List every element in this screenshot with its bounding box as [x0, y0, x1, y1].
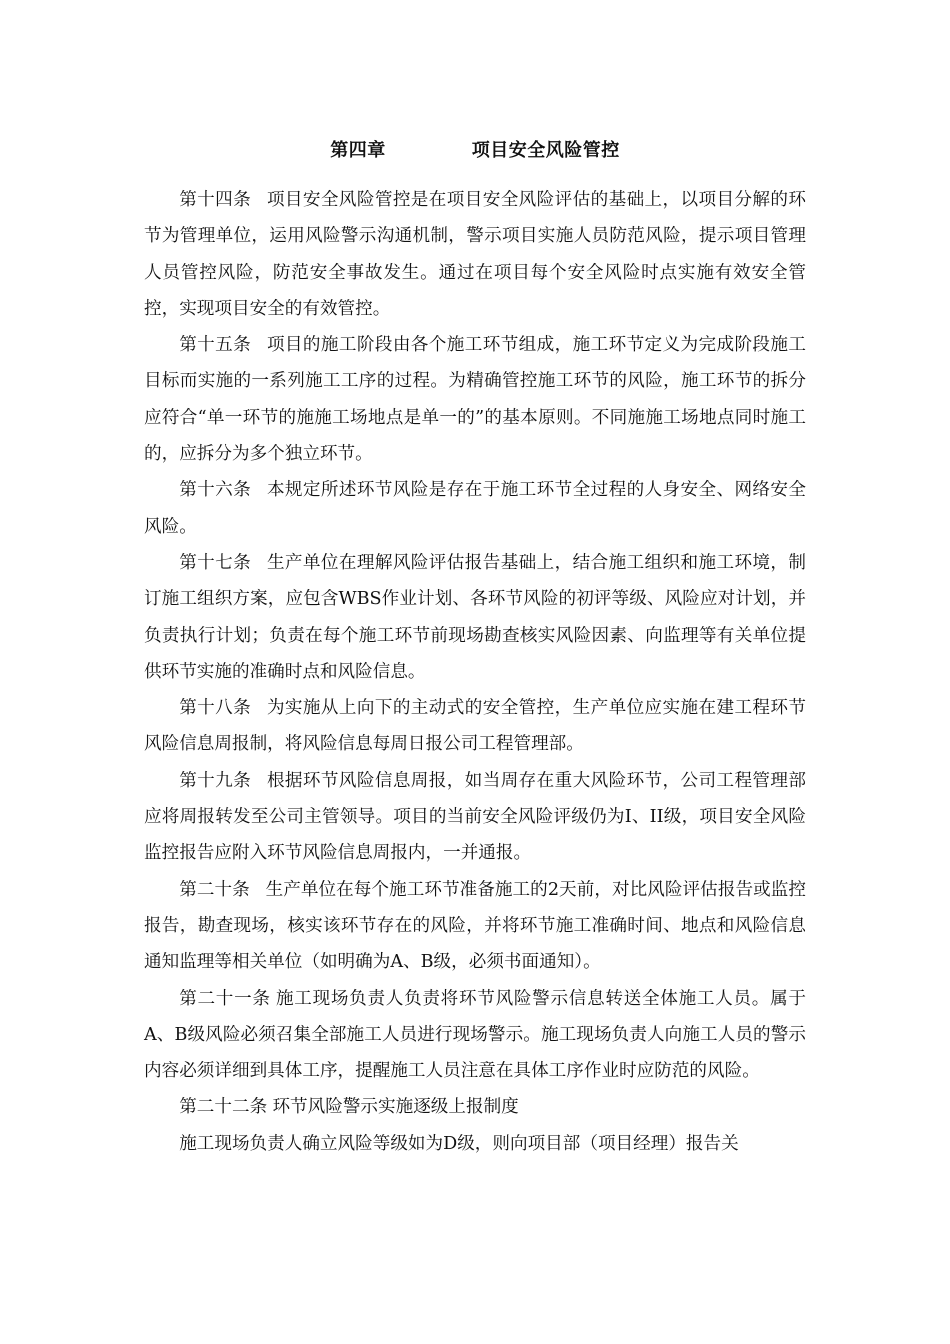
article-21 — [144, 981, 806, 1090]
article-number: 第十八条 — [179, 698, 252, 719]
article-number: 第十九条 — [179, 770, 252, 791]
chapter-number: 第四章 — [330, 140, 386, 162]
article-16 — [144, 472, 806, 545]
article-number: 第十五条 — [179, 335, 252, 356]
article-text: 项目的施工阶段由各个施工环节组成，施工环节定义为完成阶段施工目标而实施的一系列施工工序的过程。为精确管控施工环节的风险，施工环节的拆分应符合“单一环节的施施工场地点是单一的”的基本原则。不同施施工场地点同时施工的，应拆分为多个独立环节。 — [144, 335, 806, 465]
article-text: 本规定所述环节风险是存在于施工环节全过程的人身安全、网络安全风险。 — [144, 480, 806, 537]
article-text: 生产单位在每个施工环节准备施工的2天前，对比风险评估报告或监控报告，勘查现场，核实该环节存在的风险，并将环节施工准确时间、地点和风险信息通知监理等相关单位（如明确为A、B级，必须书面通知）。 — [144, 879, 806, 973]
article-20 — [144, 872, 806, 981]
article-number: 第二十二条 — [179, 1097, 268, 1118]
article-15 — [144, 327, 806, 472]
article-17 — [144, 545, 806, 690]
article-text: 生产单位在理解风险评估报告基础上，结合施工组织和施工环境，制订施工组织方案，应包含WBS作业计划、各环节风险的初评等级、风险应对计划，并负责执行计划；负责在每个施工环节前现场勘查核实风险因素、向监理等有关单位提供环节实施的准确时点和风险信息。 — [144, 552, 806, 682]
article-text: 施工现场负责人负责将环节风险警示信息转送全体施工人员。属于A、B级风险必须召集全部施工人员进行现场警示。施工现场负责人向施工人员的警示内容必须详细到具体工序，提醒施工人员注意在具体工序作业时应防范的风险。 — [144, 988, 806, 1082]
article-19 — [144, 763, 806, 872]
article-14 — [144, 182, 806, 327]
article-number: 第十七条 — [179, 552, 252, 573]
article-number: 第十四条 — [179, 190, 252, 210]
article-22 — [144, 1089, 806, 1125]
document-body — [144, 182, 806, 1162]
chapter-heading — [0, 136, 950, 162]
article-18 — [144, 690, 806, 763]
article-number: 第十六条 — [179, 480, 252, 501]
article-number: 第二十条 — [179, 879, 250, 900]
article-text: 环节风险警示实施逐级上报制度 — [272, 1097, 519, 1118]
trailing-paragraph: 施工现场负责人确立风险等级如为D级，则向项目部（项目经理）报告关 — [179, 1133, 739, 1154]
article-text: 项目安全风险管控是在项目安全风险评估的基础上，以项目分解的环节为管理单位，运用风险警示沟通机制，警示项目实施人员防范风险，提示项目管理人员管控风险，防范安全事故发生。通过在项目每个安全风险时点实施有效安全管控，实现项目安全的有效管控。 — [144, 190, 806, 319]
chapter-title: 项目安全风险管控 — [471, 140, 620, 162]
article-text: 为实施从上向下的主动式的安全管控，生产单位应实施在建工程环节风险信息周报制，将风险信息每周日报公司工程管理部。 — [144, 698, 806, 755]
article-text: 根据环节风险信息周报，如当周存在重大风险环节，公司工程管理部应将周报转发至公司主管领导。项目的当前安全风险评级仍为I、II级，项目安全风险监控报告应附入环节风险信息周报内，一并通报。 — [144, 770, 806, 864]
article-number: 第二十一条 — [179, 988, 271, 1009]
